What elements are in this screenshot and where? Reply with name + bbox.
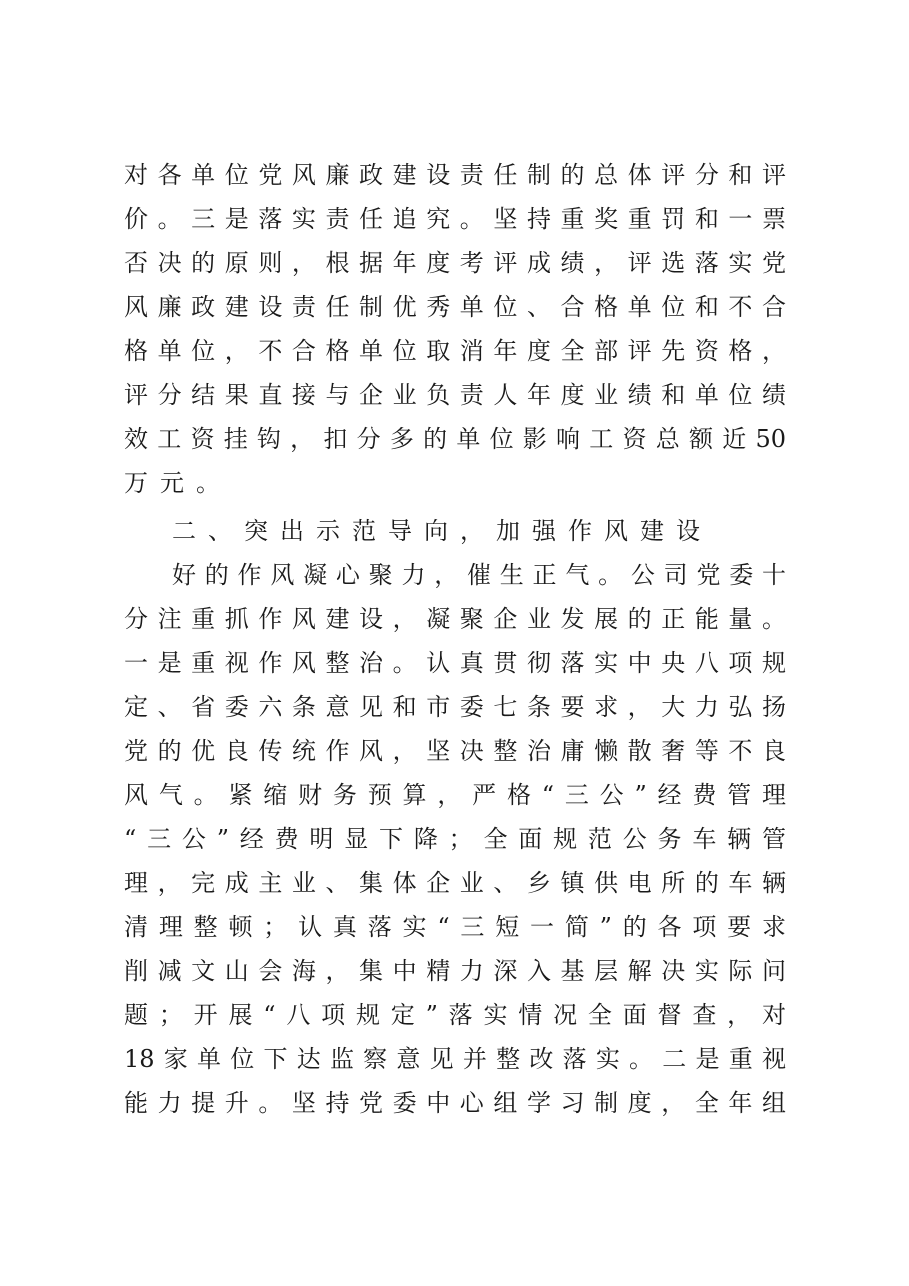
text-line: 风气。紧缩财务预算，严格“三公”经费管理	[124, 781, 786, 809]
text-line: 否决的原则，根据年度考评成绩，评选落实党	[124, 249, 786, 277]
text-line: 好的作风凝心聚力，催生正气。公司党委十	[172, 561, 786, 589]
text-line: 清理整顿；认真落实“三短一简”的各项要求	[124, 913, 786, 941]
text-line: 效工资挂钩，扣分多的单位影响工资总额近50	[124, 425, 786, 453]
text-line: 价。三是落实责任追究。坚持重奖重罚和一票	[124, 205, 786, 233]
text-line: 能力提升。坚持党委中心组学习制度，全年组	[124, 1089, 786, 1117]
text-line: 18家单位下达监察意见并整改落实。二是重视	[124, 1045, 786, 1073]
text-line: 分注重抓作风建设，凝聚企业发展的正能量。	[124, 605, 786, 633]
text-line: “三公”经费明显下降；全面规范公务车辆管	[124, 825, 786, 853]
section-heading: 二、突出示范导向，加强作风建设	[172, 517, 712, 545]
text-line: 题；开展“八项规定”落实情况全面督查，对	[124, 1001, 786, 1029]
text-line: 评分结果直接与企业负责人年度业绩和单位绩	[124, 381, 786, 409]
text-line: 对各单位党风廉政建设责任制的总体评分和评	[124, 161, 786, 189]
text-line: 理，完成主业、集体企业、乡镇供电所的车辆	[124, 869, 786, 897]
text-line: 党的优良传统作风，坚决整治庸懒散奢等不良	[124, 737, 786, 765]
text-line: 定、省委六条意见和市委七条要求，大力弘扬	[124, 693, 786, 721]
text-line: 一是重视作风整治。认真贯彻落实中央八项规	[124, 649, 786, 677]
text-line: 削减文山会海，集中精力深入基层解决实际问	[124, 957, 786, 985]
text-line: 风廉政建设责任制优秀单位、合格单位和不合	[124, 293, 786, 321]
text-line: 格单位，不合格单位取消年度全部评先资格，	[124, 337, 786, 365]
text-line: 万元。	[124, 469, 232, 497]
